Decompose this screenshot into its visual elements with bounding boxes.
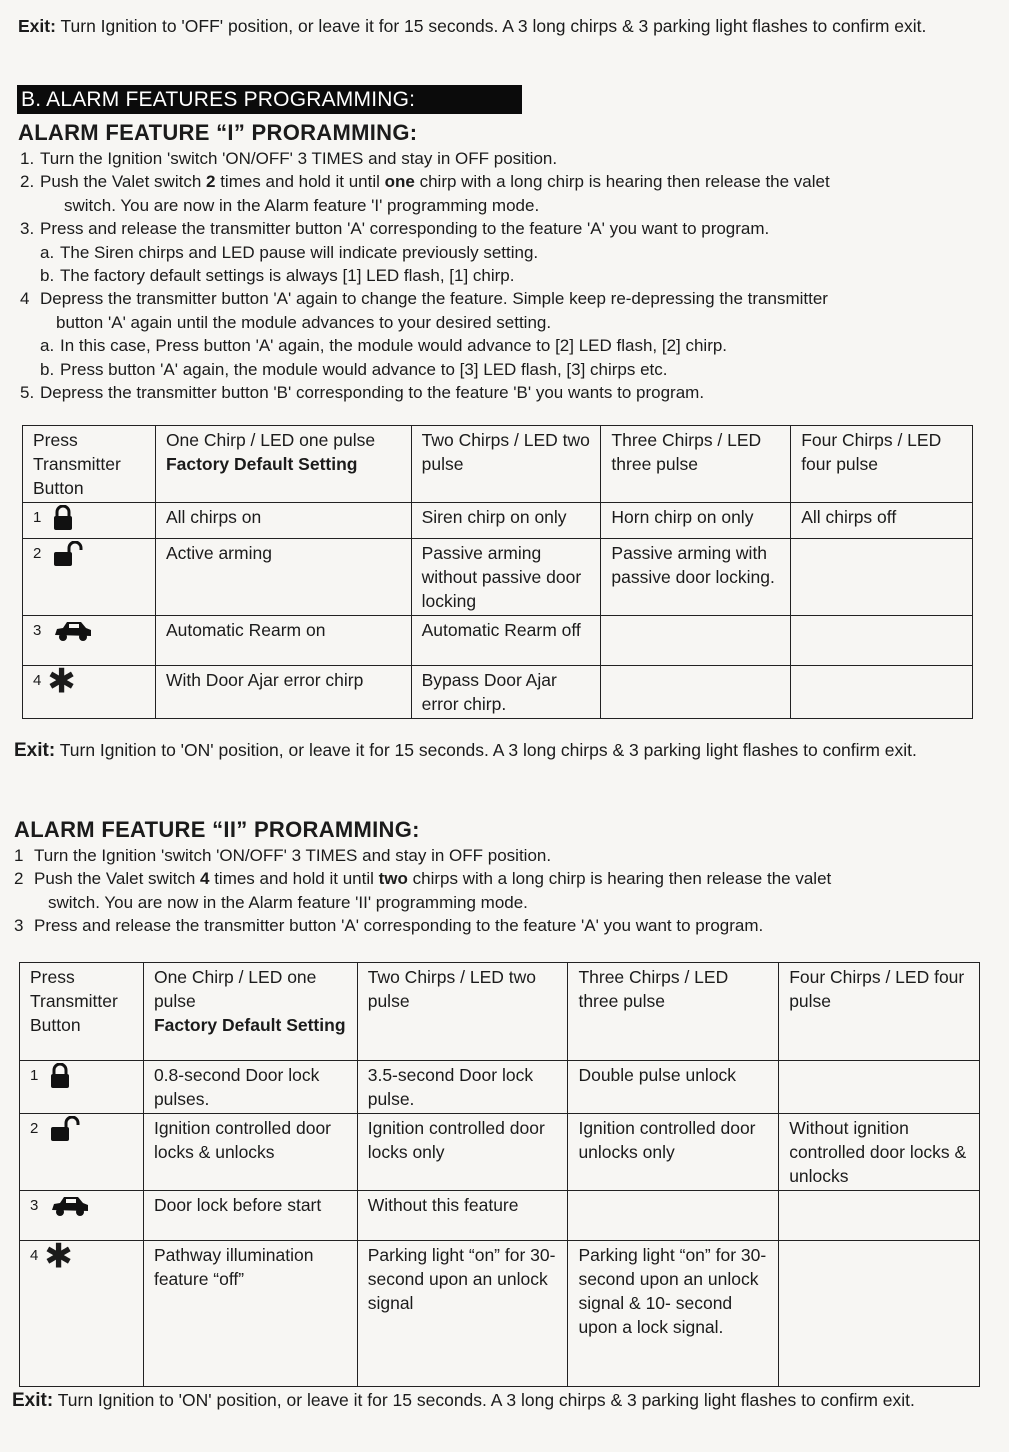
table-cell — [779, 1191, 980, 1241]
sub-step: a. In this case, Press button 'A' again, the module would advance to [2] LED flash, [2] chirp. — [40, 336, 728, 356]
exit-text: Turn Ignition to 'OFF' position, or leave it for 15 seconds. A 3 long chirps & 3 parking light flashes to confirm exit. — [55, 16, 927, 36]
table-cell: Passive arming with passive door locking. — [601, 539, 791, 616]
feature-1-table — [22, 425, 973, 719]
table-cell: 3.5-second Door lock pulse. — [357, 1061, 568, 1114]
exit-label: Exit: — [18, 16, 56, 36]
step: 1. Turn the Ignition 'switch 'ON/OFF' 3 TIMES and stay in OFF position. — [20, 149, 558, 168]
table-row — [20, 1241, 980, 1387]
table-cell: All chirps on — [155, 503, 411, 539]
button-cell: 2 — [20, 1114, 144, 1191]
table-cell: Pathway illumination feature “off” — [143, 1241, 357, 1387]
feature-2-title: ALARM FEATURE “II” PRORAMMING: — [14, 817, 420, 842]
section-heading: B. ALARM FEATURES PROGRAMMING: — [17, 85, 522, 114]
table-row — [23, 666, 973, 719]
header-cell: Four Chirps / LED four pulse — [779, 963, 980, 1061]
table-row — [20, 1061, 980, 1114]
table-cell — [779, 1241, 980, 1387]
table-cell — [791, 539, 973, 616]
feature-1-steps — [20, 147, 995, 404]
table-row — [23, 616, 973, 666]
table-cell: Without this feature — [357, 1191, 568, 1241]
table-cell: Siren chirp on only — [411, 503, 601, 539]
table-cell — [791, 666, 973, 719]
top-exit-note — [18, 14, 989, 38]
table-cell — [779, 1061, 980, 1114]
header-cell: Two Chirps / LED two pulse — [357, 963, 568, 1061]
table-cell: Automatic Rearm on — [155, 616, 411, 666]
asterisk-icon: ✱ — [44, 1237, 73, 1276]
header-cell: Four Chirps / LED four pulse — [791, 426, 973, 503]
feature-1-exit-note: Exit: Turn Ignition to 'ON' position, or leave it for 15 seconds. A 3 long chirps & 3 parking light flashes to confirm exit. — [14, 740, 917, 761]
table-cell — [601, 616, 791, 666]
feature-2-exit-note: Exit: Turn Ignition to 'ON' position, or leave it for 15 seconds. A 3 long chirps & 3 parking light flashes to confirm exit. — [12, 1390, 915, 1411]
table-cell: All chirps off — [791, 503, 973, 539]
feature-2-table — [19, 962, 980, 1387]
step: 3 Press and release the transmitter button 'A' corresponding to the feature 'A' you want to program. — [14, 916, 764, 936]
table-row — [20, 1114, 980, 1191]
table-cell — [601, 666, 791, 719]
unlock-icon — [49, 1116, 83, 1142]
button-cell: 1 — [20, 1061, 144, 1114]
feature-1-title: ALARM FEATURE “I” PRORAMMING: — [18, 120, 418, 145]
header-cell: Two Chirps / LED two pulse — [411, 426, 601, 503]
table-cell: Without ignition controlled door locks & unlocks — [779, 1114, 980, 1191]
header-cell: Press Transmitter Button — [20, 963, 144, 1061]
table-cell: Parking light “on” for 30- second upon an unlock signal — [357, 1241, 568, 1387]
table-cell: Active arming — [155, 539, 411, 616]
step: 1 Turn the Ignition 'switch 'ON/OFF' 3 TIMES and stay in OFF position. — [14, 846, 552, 865]
table-row — [23, 503, 973, 539]
sub-step: b. Press button 'A' again, the module would advance to [3] LED flash, [3] chirps etc. — [40, 359, 668, 379]
step: 5. Depress the transmitter button 'B' corresponding to the feature 'B' you wants to program. — [20, 383, 705, 403]
header-cell: Press Transmitter Button — [23, 426, 156, 503]
sub-step: b. The factory default settings is always [1] LED flash, [1] chirp. — [40, 266, 515, 286]
table-header-row — [20, 963, 980, 1061]
step: 4 Depress the transmitter button 'A' again to change the feature. Simple keep re-depressing the transmitter button 'A' again until the module advances to your desired setting. — [20, 289, 828, 332]
button-cell: 3 — [23, 616, 156, 666]
button-cell: 3 — [20, 1191, 144, 1241]
header-cell: One Chirp / LED one pulse Factory Default Setting — [143, 963, 357, 1061]
table-row — [20, 1191, 980, 1241]
unlock-icon — [52, 541, 86, 567]
sub-step: a. The Siren chirps and LED pause will indicate previously setting. — [40, 242, 539, 262]
button-cell: 1 — [23, 503, 156, 539]
table-cell: Parking light “on” for 30- second upon an unlock signal & 10- second upon a lock signal. — [568, 1241, 779, 1387]
table-cell: Ignition controlled door unlocks only — [568, 1114, 779, 1191]
car-icon — [49, 1194, 91, 1218]
header-cell: One Chirp / LED one pulse Factory Default Setting — [155, 426, 411, 503]
header-cell: Three Chirps / LED three pulse — [601, 426, 791, 503]
table-cell: Ignition controlled door locks only — [357, 1114, 568, 1191]
table-header-row — [23, 426, 973, 503]
table-cell — [791, 616, 973, 666]
step: 3. Press and release the transmitter button 'A' corresponding to the feature 'A' you want to program. — [20, 219, 770, 239]
table-cell: Horn chirp on only — [601, 503, 791, 539]
lock-icon — [52, 505, 74, 531]
step: 2 Push the Valet switch 4 times and hold it until two chirps with a long chirp is hearing then release the valet switch. You are now in the Alarm feature 'II' programming mode. — [14, 869, 832, 912]
asterisk-icon: ✱ — [47, 662, 76, 701]
feature-2-steps — [14, 844, 994, 938]
table-cell: Door lock before start — [143, 1191, 357, 1241]
table-cell — [568, 1191, 779, 1241]
header-cell: Three Chirps / LED three pulse — [568, 963, 779, 1061]
table-cell: Passive arming without passive door locking — [411, 539, 601, 616]
table-cell: Ignition controlled door locks & unlocks — [143, 1114, 357, 1191]
table-cell: Bypass Door Ajar error chirp. — [411, 666, 601, 719]
table-row — [23, 539, 973, 616]
button-cell: 4 ✱ — [23, 666, 156, 719]
table-cell: Automatic Rearm off — [411, 616, 601, 666]
table-cell: 0.8-second Door lock pulses. — [143, 1061, 357, 1114]
table-cell: With Door Ajar error chirp — [155, 666, 411, 719]
step: 2. Push the Valet switch 2 times and hold it until one chirp with a long chirp is hearing then release the valet switch. You are now in the Alarm feature 'I' programming mode. — [20, 172, 830, 215]
table-cell: Double pulse unlock — [568, 1061, 779, 1114]
button-cell: 2 — [23, 539, 156, 616]
car-icon — [52, 619, 94, 643]
lock-icon — [49, 1063, 71, 1089]
button-cell: 4 ✱ — [20, 1241, 144, 1387]
